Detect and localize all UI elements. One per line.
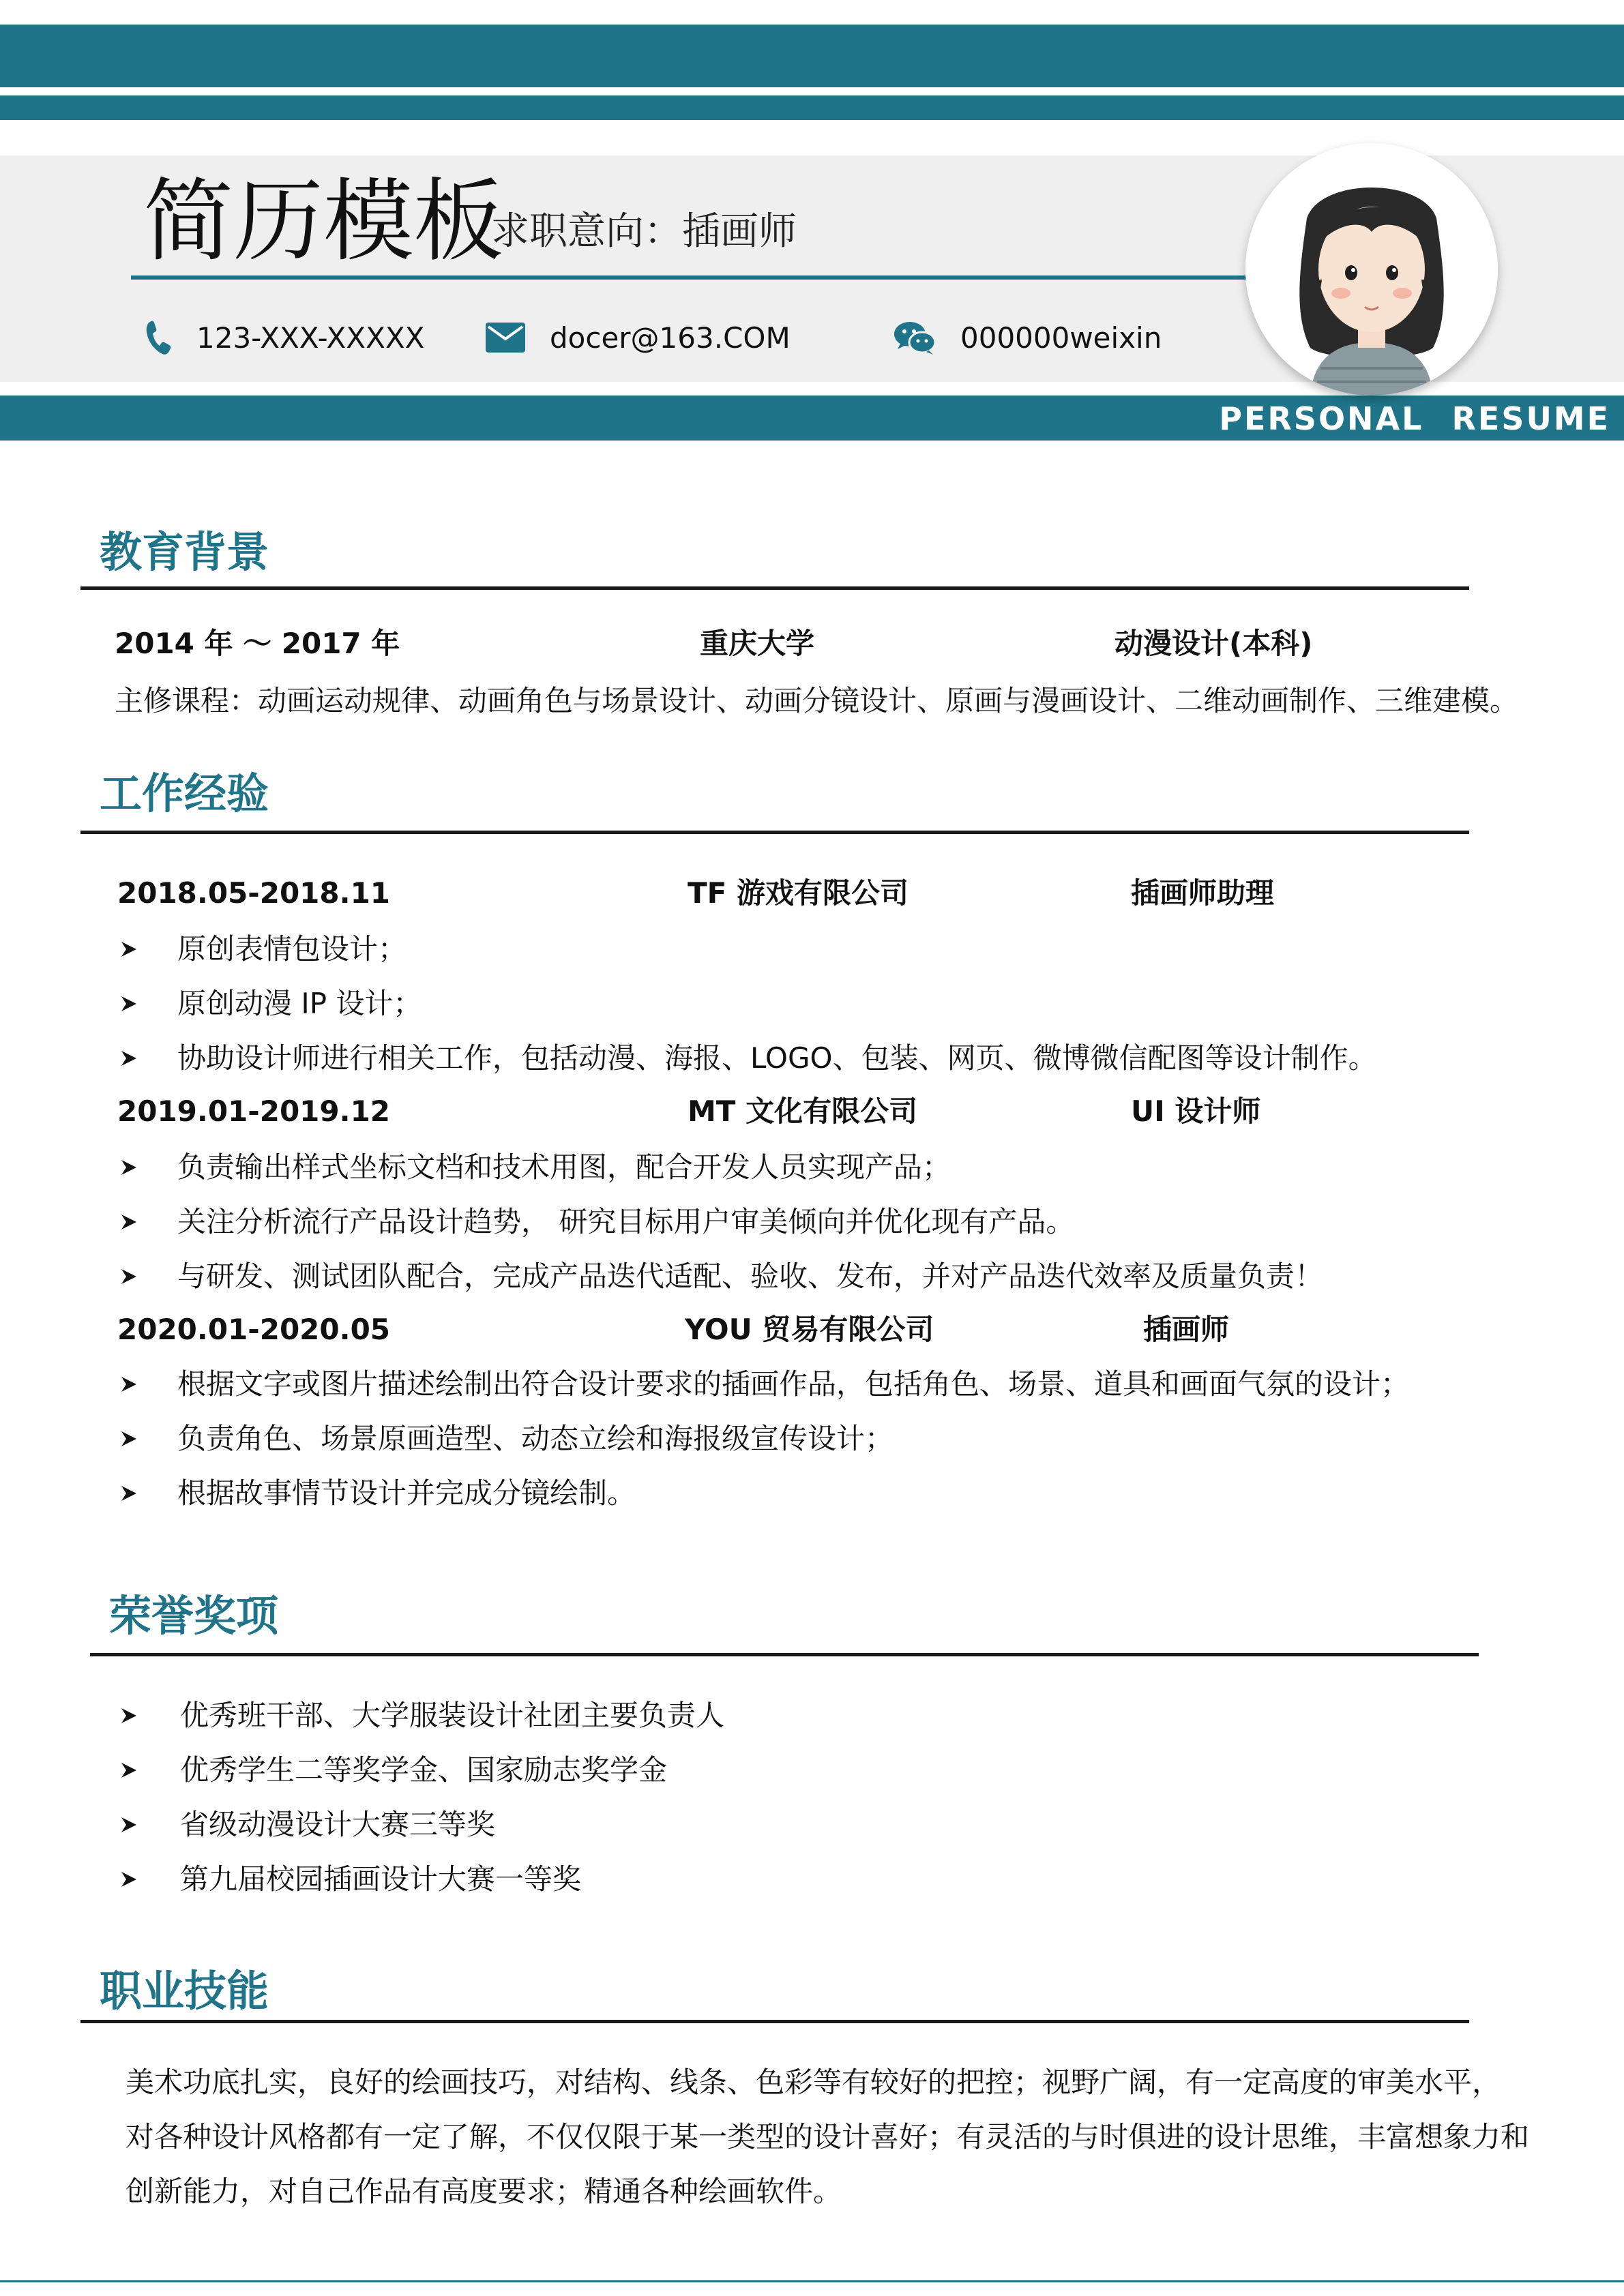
list-item [120,1364,1409,1405]
header-divider [131,275,1250,280]
arrow-bullet-icon [120,995,177,1013]
list-item-text: 负责输出样式坐标文档和技术用图，配合开发人员实现产品； [177,1150,951,1184]
list-item-text: 第九届校园插画设计大赛一等奖 [180,1862,582,1896]
arrow-bullet-icon [120,1159,177,1176]
list-item-text: 根据文字或图片描述绘制出符合设计要求的插画作品，包括角色、场景、道具和画面气氛的设计； [177,1367,1410,1401]
list-item-text: 根据故事情节设计并完成分镜绘制。 [177,1476,636,1510]
arrow-bullet-icon [120,1707,180,1725]
list-item-text: 与研发、测试团队配合，完成产品迭代适配、验收、发布，并对产品迭代效率及质量负责！ [177,1259,1324,1293]
arrow-bullet-icon [120,1375,177,1393]
list-item [120,1750,667,1791]
education-period: 2014 年 ～ 2017 年 [115,627,400,660]
education-major: 动漫设计(本科) [1114,627,1313,660]
job-period: 2019.01-2019.12 [117,1094,391,1128]
arrow-bullet-icon [120,1485,177,1502]
arrow-bullet-icon [120,1816,180,1834]
list-item [120,929,407,970]
avatar-illustration [1245,143,1498,396]
section-title-education: 教育背景 [100,527,269,577]
list-item-text: 关注分析流行产品设计趋势， 研究目标用户审美倾向并优化现有产品。 [177,1205,1075,1238]
arrow-bullet-icon [120,1213,177,1231]
section-title-honors: 荣誉奖项 [109,1591,279,1641]
header-second-bar [0,95,1624,120]
list-item [120,1202,1074,1242]
section-rule-work [80,831,1469,834]
phone-number: 123-XXX-XXXXX [196,320,425,355]
list-item-text: 负责角色、场景原画造型、动态立绘和海报级宣传设计； [177,1422,894,1455]
footer-divider [0,2280,1624,2282]
job-period: 2020.01-2020.05 [117,1313,391,1346]
contact-phone [145,314,424,361]
phone-icon [145,320,172,355]
list-item [120,983,422,1024]
list-item [120,1038,1377,1079]
skills-line: 创新能力，对自己作品有高度要求；精通各种绘画软件。 [126,2175,842,2208]
list-item [120,1695,724,1736]
job-role: UI 设计师 [1131,1094,1261,1128]
header-top-bar [0,25,1624,87]
section-rule-education [80,586,1469,590]
list-item [120,1473,636,1514]
list-item [120,1256,1323,1297]
arrow-bullet-icon [120,1049,177,1067]
wechat-icon [894,320,936,355]
list-item-text: 协助设计师进行相关工作，包括动漫、海报、LOGO、包装、网页、微博微信配图等设计制作。 [177,1041,1377,1075]
section-rule-honors [90,1653,1479,1656]
contact-email [486,314,791,361]
avatar [1245,143,1498,396]
section-rule-skills [80,2020,1469,2023]
job-company: MT 文化有限公司 [688,1094,918,1128]
arrow-bullet-icon [120,1761,180,1779]
mail-icon [486,323,525,353]
page-title: 简历模板 [143,169,503,274]
education-school: 重庆大学 [700,627,815,660]
section-title-work: 工作经验 [100,769,269,818]
arrow-bullet-icon [120,1870,180,1888]
list-item [120,1418,894,1459]
job-role: 插画师助理 [1131,876,1275,910]
list-item-text: 原创表情包设计； [177,932,407,966]
list-item-text: 原创动漫 IP 设计； [177,987,422,1020]
education-courses: 主修课程：动画运动规律、动画角色与场景设计、动画分镜设计、原画与漫画设计、二维动画制作、三维建模。 [115,684,1519,717]
list-item [120,1147,951,1188]
job-period: 2018.05-2018.11 [117,876,391,910]
job-role: 插画师 [1143,1313,1230,1346]
list-item [120,1804,495,1845]
email-address: docer@163.COM [550,320,791,355]
arrow-bullet-icon [120,1268,177,1285]
list-item-text: 优秀班干部、大学服装设计社团主要负责人 [180,1699,725,1732]
job-intent: 求职意向：插画师 [491,209,797,254]
list-item [120,1859,581,1900]
arrow-bullet-icon [120,1430,177,1448]
skills-line: 美术功底扎实，良好的绘画技巧，对结构、线条、色彩等有较好的把控；视野广阔，有一定高度的审美水平， [126,2066,1501,2099]
wechat-id: 000000weixin [960,320,1162,355]
skills-line: 对各种设计风格都有一定了解，不仅仅限于某一类型的设计喜好；有灵活的与时俱进的设计思维，丰富想象力和 [126,2120,1530,2153]
contact-wechat [894,314,1162,361]
section-title-skills: 职业技能 [100,1966,269,2016]
job-company: TF 游戏有限公司 [688,876,909,910]
arrow-bullet-icon [120,940,177,958]
list-item-text: 省级动漫设计大赛三等奖 [180,1808,496,1841]
list-item-text: 优秀学生二等奖学金、国家励志奖学金 [180,1753,668,1787]
job-company: YOU 贸易有限公司 [685,1313,934,1346]
personal-resume-label: PERSONAL RESUME [1219,400,1610,437]
